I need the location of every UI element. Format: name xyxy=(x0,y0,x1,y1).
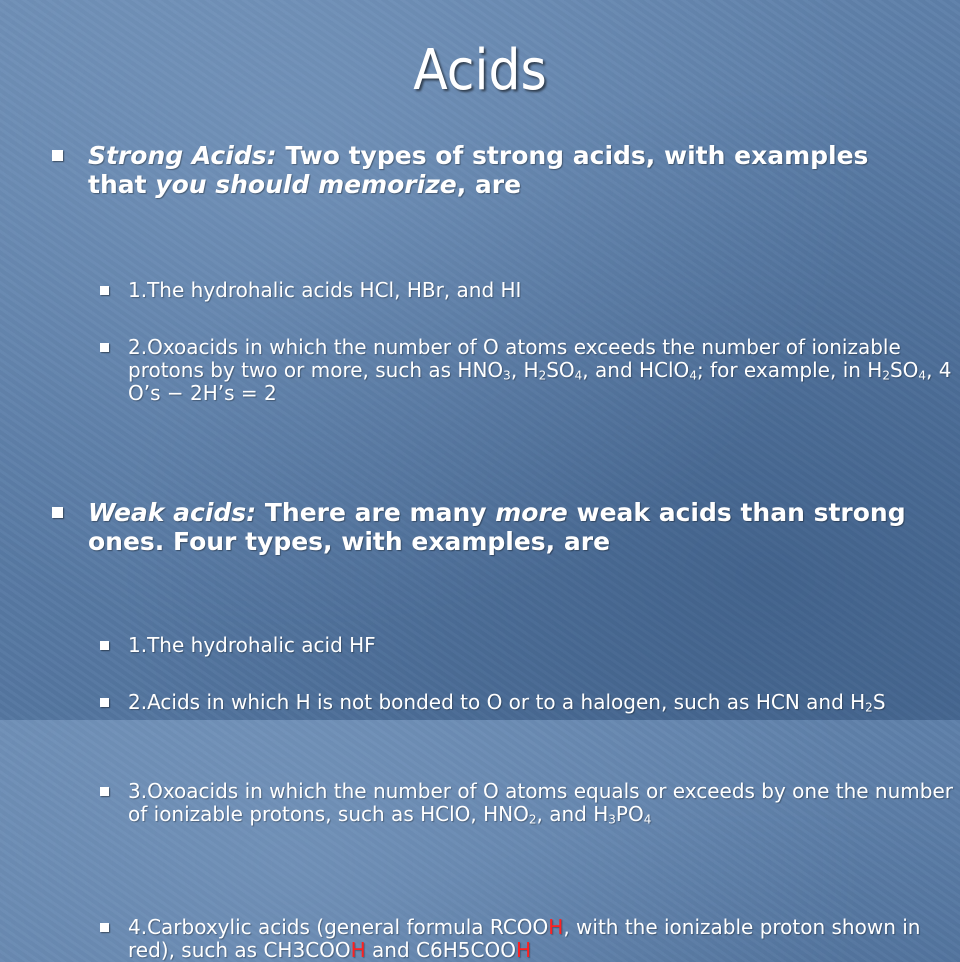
item-text: S xyxy=(872,690,886,714)
item-text: , with the ionizable proton shown in red), such as CH3COO xyxy=(128,915,921,962)
item-text: SO xyxy=(546,358,575,382)
weak-item-1 xyxy=(52,634,960,657)
strong-item-2 xyxy=(52,336,960,405)
square-bullet-icon xyxy=(100,923,109,932)
item-text: 1.The hydrohalic acids HCl, HBr, and HI xyxy=(128,278,522,302)
subscript: 4 xyxy=(918,368,927,383)
item-text: 2.Acids in which H is not bonded to O or to a halogen, such as HCN and H xyxy=(128,690,866,714)
subscript: 3 xyxy=(503,368,511,383)
item-text: ; for example, in H xyxy=(696,358,883,382)
heading-text: weak acids than strong ones. Four types, with examples, are xyxy=(88,498,906,556)
heading-text: There are many xyxy=(256,498,496,527)
heading-emphasis: more xyxy=(495,498,568,527)
item-text: 4.Carboxylic acids (general formula RCOO xyxy=(128,915,549,939)
strong-acids-heading xyxy=(52,141,928,199)
weak-item-4 xyxy=(52,916,960,962)
highlighted-proton: H xyxy=(515,938,531,962)
heading-text: Two types of strong acids, with examples that xyxy=(88,141,869,199)
subscript: 2 xyxy=(882,368,890,383)
heading-emphasis: you should memorize xyxy=(155,170,457,199)
item-text: SO xyxy=(889,358,919,382)
subscript: 3 xyxy=(608,812,616,827)
square-bullet-icon xyxy=(100,787,109,796)
subscript: 2 xyxy=(865,700,873,715)
item-text: 3.Oxoacids in which the number of O atoms equals or exceeds by one the number of ionizable protons, such as HClO, HNO xyxy=(128,779,953,826)
square-bullet-icon xyxy=(100,343,109,352)
square-bullet-icon xyxy=(100,286,109,295)
item-text: , and HClO xyxy=(582,358,690,382)
item-text: PO xyxy=(615,802,644,826)
square-bullet-icon xyxy=(52,150,63,161)
subscript: 2 xyxy=(538,368,547,383)
square-bullet-icon xyxy=(100,641,109,650)
highlighted-proton: H xyxy=(548,915,564,939)
subscript: 4 xyxy=(689,368,697,383)
item-text: , H xyxy=(510,358,539,382)
item-text: 1.The hydrohalic acid HF xyxy=(128,633,376,657)
item-text: and C6H5COO xyxy=(365,938,516,962)
strong-acids-label: Strong Acids: xyxy=(88,141,277,170)
square-bullet-icon xyxy=(100,698,109,707)
highlighted-proton: H xyxy=(350,938,366,962)
subscript: 4 xyxy=(574,368,583,383)
item-text: 2.Oxoacids in which the number of O atoms exceeds the number of ionizable protons by two or more, such as HNO xyxy=(128,335,901,382)
weak-acids-heading xyxy=(52,498,928,556)
weak-item-3 xyxy=(52,780,960,826)
square-bullet-icon xyxy=(52,507,63,518)
strong-item-1 xyxy=(52,279,960,302)
subscript: 4 xyxy=(643,812,652,827)
weak-item-2 xyxy=(52,691,960,714)
item-text: , and H xyxy=(536,802,609,826)
slide-title: Acids xyxy=(413,38,547,103)
weak-acids-label: Weak acids: xyxy=(88,498,257,527)
item-text: , 4 O’s − 2H’s = 2 xyxy=(128,358,952,405)
subscript: 2 xyxy=(528,812,537,827)
heading-text: , are xyxy=(456,170,522,199)
